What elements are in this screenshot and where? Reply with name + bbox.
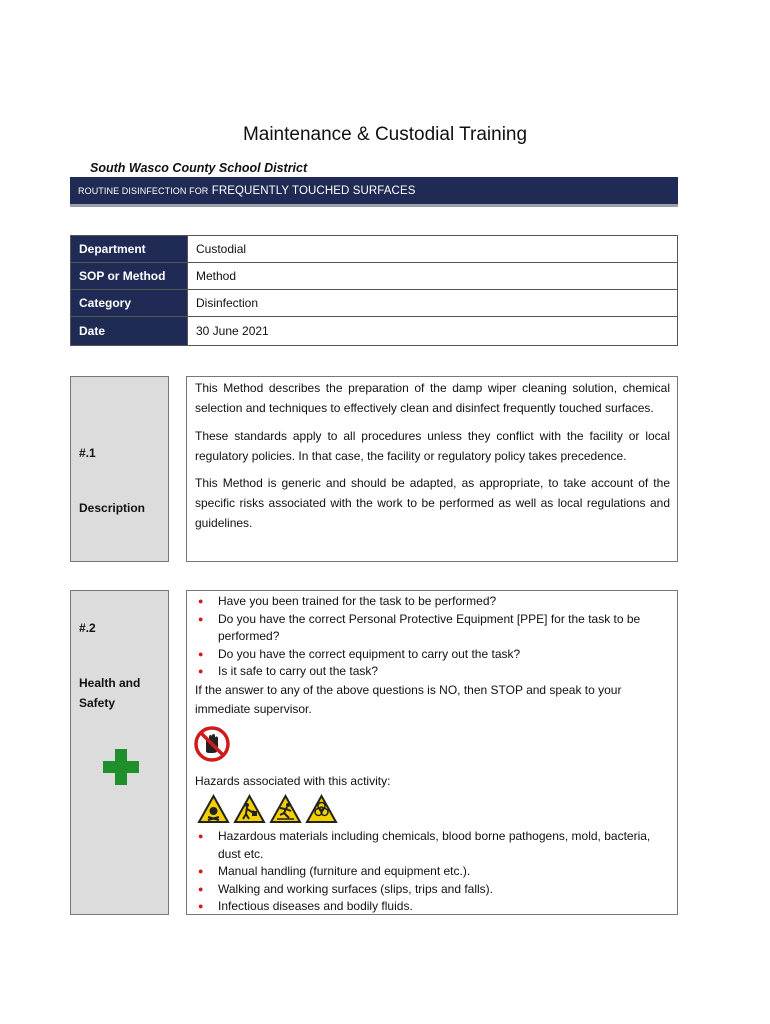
info-value: Disinfection (188, 290, 678, 317)
section1-paragraph: These standards apply to all procedures unless they conflict with the facility or local regulatory policies. In that case, the facility or regulatory policy takes precedence. (195, 429, 670, 463)
info-value: Method (188, 263, 678, 290)
list-item: ● Do you have the correct equipment to carry out the task? (195, 646, 669, 664)
stop-instruction: If the answer to any of the above questions is NO, then STOP and speak to your immediate supervisor. (195, 682, 622, 716)
info-value: 30 June 2021 (196, 324, 269, 338)
procedure-banner (70, 177, 678, 207)
list-item: ● Hazardous materials including chemicals, blood borne pathogens, mold, bacteria, dust etc. (195, 828, 671, 863)
info-table (70, 235, 678, 346)
info-row-sop (71, 263, 678, 290)
hazards-list (195, 828, 671, 916)
info-label: SOP or Method (71, 263, 188, 290)
section1-label: Description (79, 501, 146, 515)
list-item: ● Do you have the correct Personal Protective Equipment [PPE] for the task to be performed? (195, 611, 669, 646)
info-row-category (71, 290, 678, 317)
district-name: South Wasco County School District (90, 161, 308, 175)
section2-label-line: Health and (79, 676, 141, 690)
stop-hand-icon (193, 725, 231, 763)
list-item: ● Manual handling (furniture and equipment etc.). (195, 863, 671, 881)
list-item: ● Infectious diseases and bodily fluids. (195, 898, 671, 916)
info-label: Department (71, 236, 188, 263)
banner-prefix: ROUTINE DISINFECTION FOR (78, 186, 209, 196)
section2-content (186, 590, 678, 915)
list-item: ● Is it safe to carry out the task? (195, 663, 669, 681)
section2-label-line: Safety (79, 696, 116, 710)
info-value: Custodial (188, 236, 678, 263)
first-aid-cross-icon (103, 749, 139, 785)
section2-number: #.2 (79, 621, 96, 635)
document-title: Maintenance & Custodial Training (242, 124, 528, 145)
info-row-date (71, 317, 678, 346)
hazards-heading: Hazards associated with this activity: (195, 774, 391, 788)
section1-paragraph: This Method is generic and should be adapted, as appropriate, to take account of the specific risks associated with the work to be performed as well as local regulations and guidelines. (195, 476, 670, 530)
section1-paragraph: This Method describes the preparation of the damp wiper cleaning solution, chemical selection and techniques to effectively clean and disinfect frequently touched surfaces. (195, 381, 670, 415)
info-label: Category (71, 290, 188, 317)
info-label: Date (71, 317, 188, 346)
section1-number: #.1 (79, 446, 96, 460)
toxic-warning-icon (197, 794, 230, 824)
section2-label (79, 673, 140, 713)
safety-questions-list (195, 593, 669, 681)
section1-content (186, 376, 678, 562)
manual-handling-warning-icon (233, 794, 266, 824)
list-item: ● Have you been trained for the task to be performed? (195, 593, 669, 611)
section1-side-panel (70, 376, 169, 562)
list-item: ● Walking and working surfaces (slips, trips and falls). (195, 881, 671, 899)
slip-hazard-warning-icon (269, 794, 302, 824)
biohazard-warning-icon (305, 794, 338, 824)
section2-side-panel (70, 590, 169, 915)
info-row-department (71, 236, 678, 263)
banner-title: FREQUENTLY TOUCHED SURFACES (211, 185, 416, 197)
